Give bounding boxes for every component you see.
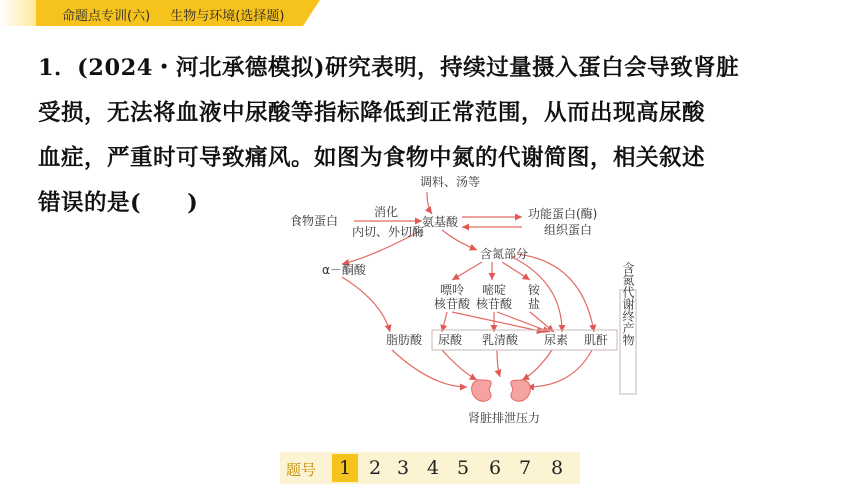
label-fatty-acid: 脂肪酸 (386, 333, 423, 347)
label-ammonium-2: 盐 (528, 297, 541, 311)
label-functional-protein: 功能蛋白(酶) (528, 207, 598, 221)
label-kidney-pressure: 肾脏排泄压力 (468, 411, 541, 425)
label-lactic-acid: 乳清酸 (482, 333, 519, 347)
pager-item-7[interactable]: 7 (518, 457, 532, 479)
topic-title: 生物与环境(选择题) (170, 9, 285, 24)
question-line-2: 受损，无法将血液中尿酸等指标降低到正常范围，从而出现高尿酸 (38, 100, 706, 126)
label-pyrimidine-1: 嘧啶 (482, 283, 507, 297)
section-title: 命题点专训(六) (62, 9, 151, 24)
question-line-3: 血症，严重时可导致痛风。如图为食物中氮的代谢简图，相关叙述 (38, 145, 706, 171)
kidney-icon (472, 380, 531, 401)
pager-item-3[interactable]: 3 (396, 457, 410, 479)
header-bar (0, 0, 860, 40)
label-pyrimidine-2: 核苷酸 (476, 297, 513, 311)
label-food-protein: 食物蛋白 (290, 214, 339, 228)
label-purine-2: 核苷酸 (434, 297, 471, 311)
nitrogen-metabolism-diagram (282, 172, 638, 434)
pager-item-2[interactable]: 2 (368, 457, 382, 479)
pager-item-1[interactable]: 1 (332, 454, 358, 482)
label-creatinine: 肌酐 (584, 333, 609, 347)
pager-item-8[interactable]: 8 (550, 457, 564, 479)
label-keto-acid: α－酮酸 (322, 263, 366, 277)
question-line-4: 错误的是( ) (38, 190, 199, 216)
label-end-products: 含氮代谢终产物 (621, 262, 635, 346)
pager-item-4[interactable]: 4 (426, 457, 440, 479)
label-purine-1: 嘌呤 (440, 283, 465, 297)
pager-item-6[interactable]: 6 (488, 457, 502, 479)
header-accent (0, 0, 36, 26)
pager-label: 题号 (286, 461, 317, 479)
pager-item-5[interactable]: 5 (456, 457, 470, 479)
label-enzymes: 内切、外切酶 (352, 225, 425, 239)
label-nitrogen-part: 含氮部分 (480, 247, 529, 261)
label-amino-acid: 氨基酸 (422, 215, 459, 229)
label-uric-acid: 尿酸 (438, 333, 463, 347)
question-number: 1． (38, 55, 78, 81)
label-urea: 尿素 (544, 333, 569, 347)
question-line-1-text: 研究表明，持续过量摄入蛋白会导致肾脏 (325, 55, 740, 81)
label-digestion: 消化 (374, 205, 399, 219)
header-text (62, 5, 300, 24)
label-ammonium-1: 铵 (528, 283, 541, 297)
label-tissue-protein: 组织蛋白 (544, 223, 593, 237)
question-line-1 (38, 46, 828, 91)
question-source: (2024・河北承德模拟) (77, 55, 326, 81)
question-pager (280, 452, 580, 484)
label-seasoning: 调料、汤等 (420, 175, 481, 189)
